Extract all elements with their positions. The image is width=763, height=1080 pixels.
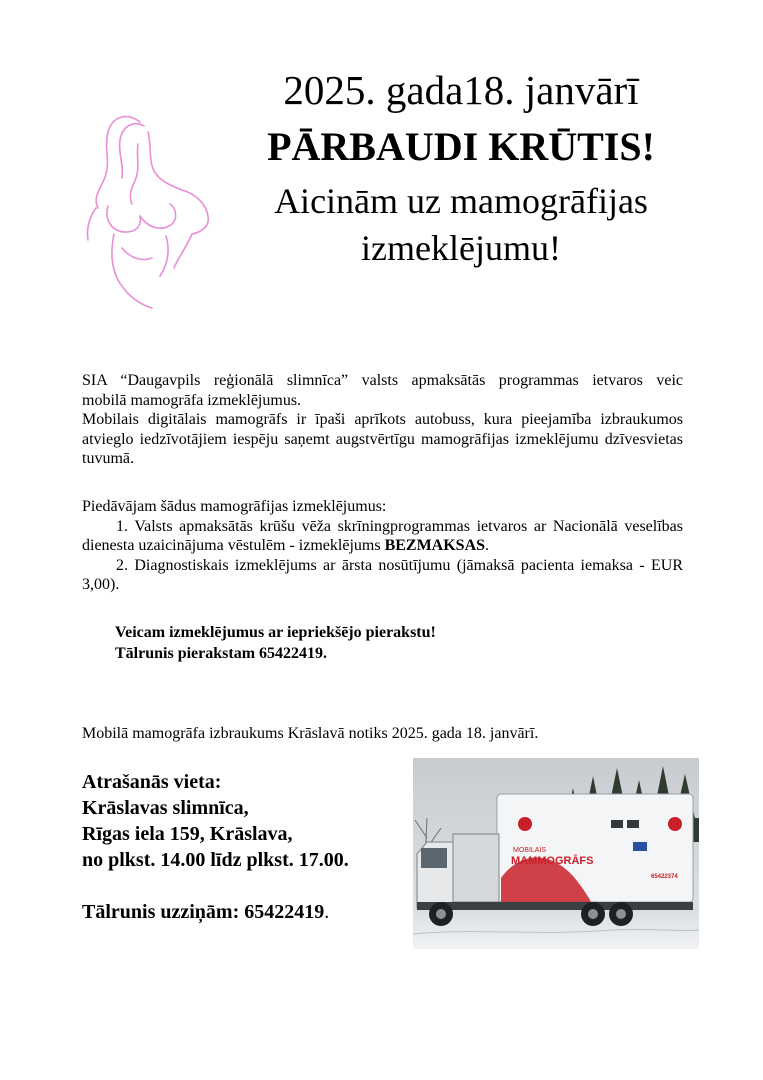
truck-label-big: MAMMOGRĀFS [511,855,594,867]
offer-heading: Piedāvājam šādus mamogrāfijas izmeklējumus: [82,498,387,515]
offer-item-1-end: . [485,537,490,554]
intro-line-3: Mobilais digitālais mamogrāfs ir īpaši aprīkots autobuss, kura pieejamība izbraukumos atvieglo iedzīvotājiem iespēju saņemt augstvērtīgu mamogrāfijas izmeklējumu dzīvesvietas tuvumā. [82,411,683,467]
offer-item-2: 2. Diagnostiskais izmeklējums ar ārsta nosūtījumu (jāmaksā pacienta iemaksa - EUR 3,00). [82,556,683,593]
location-block [82,769,349,925]
location-hours: no plkst. 14.00 līdz plkst. 17.00. [82,849,349,871]
invitation-line-2: izmeklējumu! [361,228,561,268]
visit-announcement: Mobilā mamogrāfa izbraukums Krāslavā notiks 2025. gada 18. janvārī. [82,725,539,742]
offer-section [82,497,683,595]
info-phone-text: Tālrunis uzziņām: 65422419 [82,901,325,923]
appointment-phone: Tālrunis pierakstam 65422419. [115,645,328,662]
offer-item-1 [82,517,683,556]
location-address: Rīgas iela 159, Krāslava, [82,823,293,845]
appointment-note: Veicam izmeklējumus ar iepriekšējo pierakstu! [115,624,436,641]
invitation-heading [235,178,687,272]
woman-silhouette-illustration [78,108,223,313]
truck-photo-illustration [413,758,699,949]
intro-line-1: SIA “Daugavpils reģionālā slimnīca” valsts apmaksātās programmas ietvaros veic [82,372,683,389]
location-place: Krāslavas slimnīca, [82,797,249,819]
info-phone [82,899,349,925]
intro-line-2: mobilā mamogrāfa izmeklējumus. [82,391,302,409]
mobile-mammography-truck-photo [413,758,699,949]
intro-paragraph [82,371,683,469]
event-date-heading: 2025. gada18. janvārī [283,67,639,113]
offer-item-1-text: 1. Valsts apmaksātās krūšu vēža skrīningprogrammas ietvaros ar Nacionālā veselības dienesta uzaicinājuma vēstulēm - izmeklējums [82,517,683,554]
truck-phone: 65422374 [651,874,678,880]
location-label: Atrašanās vieta: [82,771,222,793]
truck-label-small: MOBILAIS [513,847,547,854]
free-of-charge-label: BEZMAKSAS [384,537,486,554]
appointment-contact [115,622,436,664]
headline: PĀRBAUDI KRŪTIS! [267,124,655,169]
info-phone-end: . [324,901,330,923]
invitation-line-1: Aicinām uz mamogrāfijas [274,181,648,221]
